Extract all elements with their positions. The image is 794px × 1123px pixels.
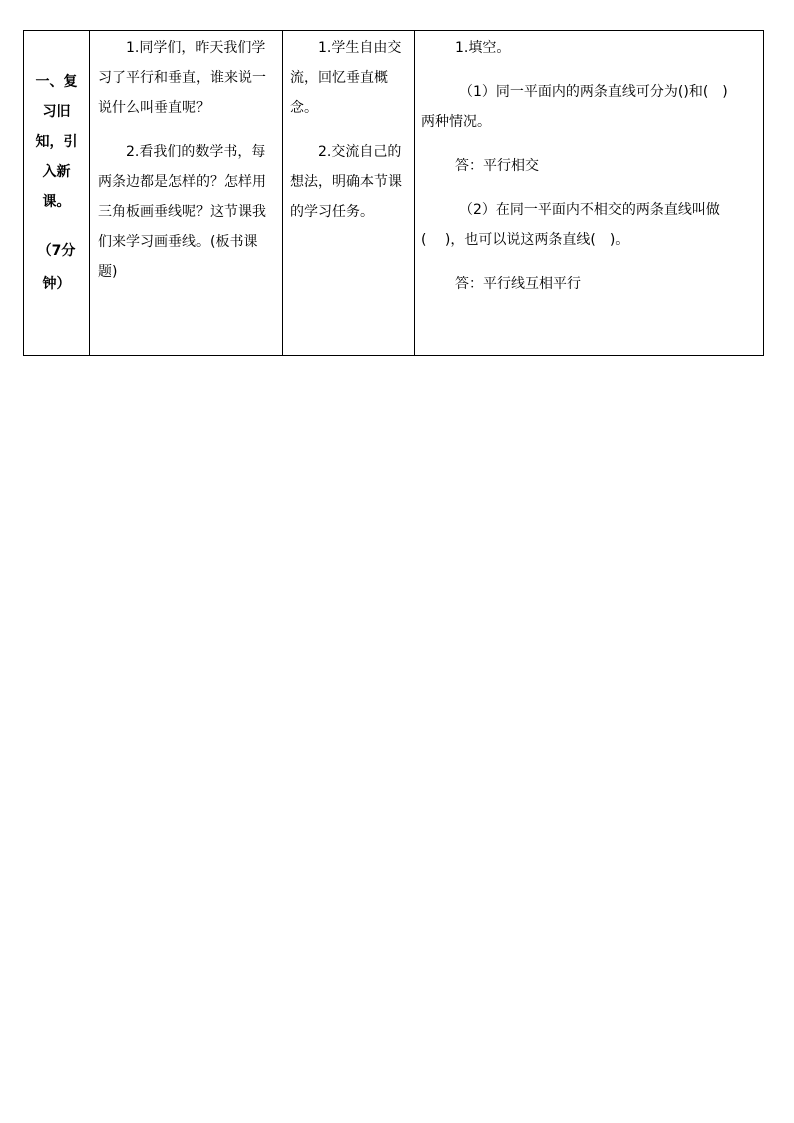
answer-2: 答：平行线互相平行 — [455, 276, 581, 292]
stage-time — [24, 235, 89, 301]
student-paragraph-1: 1.学生自由交流，回忆垂直概念。 — [290, 40, 402, 116]
teacher-paragraph-2: 2.看我们的数学书，每两条边都是怎样的？怎样用三角板画垂线呢？这节课我们来学习画垂线。(板书课题) — [98, 144, 266, 280]
stage-time-line: （7分 — [37, 243, 76, 259]
stage-title-line: 习旧 — [42, 104, 71, 120]
stage-title-line: 课。 — [42, 194, 71, 210]
design-cell — [415, 31, 764, 356]
student-paragraph-2: 2.交流自己的想法，明确本节课的学习任务。 — [290, 144, 402, 220]
stage-title-line: 一、复 — [35, 74, 78, 90]
stage-time-line: 钟） — [42, 276, 71, 292]
question-1-line-1: （1）同一平面内的两条直线可分为()和( ) — [459, 84, 728, 100]
teacher-paragraph-1: 1.同学们，昨天我们学习了平行和垂直，谁来说一说什么叫垂直呢？ — [98, 40, 266, 116]
question-2-line-1: （2）在同一平面内不相交的两条直线叫做 — [459, 202, 720, 218]
table-row — [24, 31, 764, 356]
lesson-plan-table — [23, 30, 764, 356]
question-1-line-2: 两种情况。 — [421, 114, 491, 130]
teacher-activity-cell — [90, 31, 283, 356]
question-2-line-2: ( )，也可以说这两条直线( )。 — [421, 232, 630, 248]
stage-cell — [24, 31, 90, 356]
answer-1: 答：平行相交 — [455, 158, 539, 174]
student-activity-cell — [283, 31, 415, 356]
stage-title-line: 知，引 — [35, 134, 78, 150]
exercise-heading: 1.填空。 — [455, 40, 511, 56]
stage-title-line: 入新 — [42, 164, 71, 180]
